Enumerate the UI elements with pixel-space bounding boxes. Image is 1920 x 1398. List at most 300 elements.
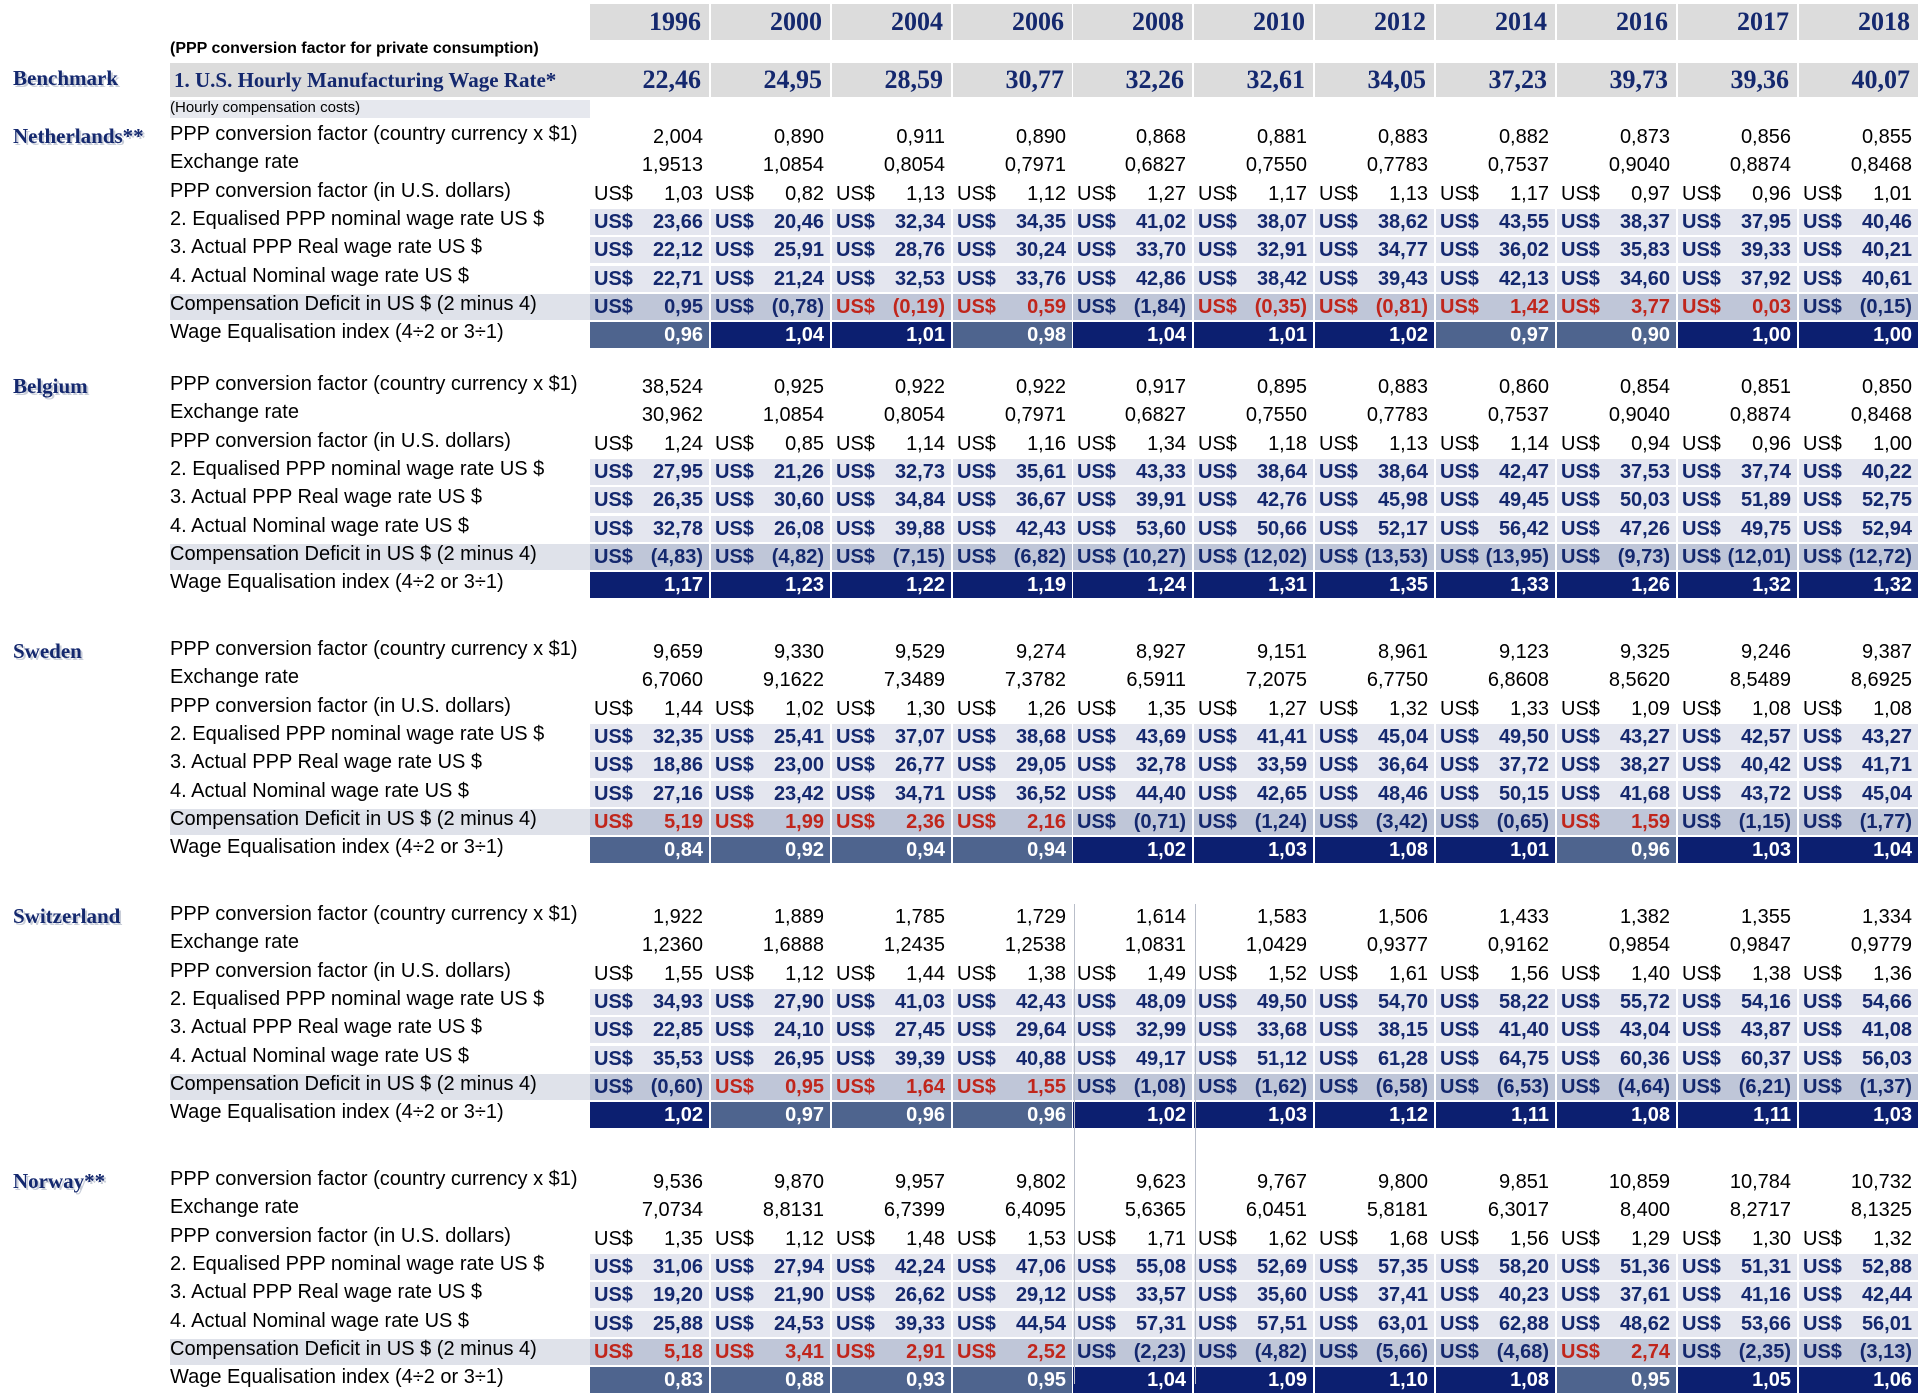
real-cell xyxy=(953,1017,1072,1043)
cell-value: 3,77 xyxy=(1631,295,1670,318)
currency-prefix: US$ xyxy=(1561,1312,1600,1335)
cell-value: 34,05 xyxy=(1367,65,1426,94)
cell-value: 1,23 xyxy=(785,574,824,597)
cell-value: 7,3489 xyxy=(883,669,945,692)
currency-prefix: US$ xyxy=(1198,295,1237,318)
nominal-cell xyxy=(1315,1046,1434,1072)
cell-value: 33,57 xyxy=(1135,1284,1186,1307)
benchmark-value xyxy=(1194,63,1313,97)
cell-value: 1,13 xyxy=(1389,432,1428,455)
nominal-cell xyxy=(590,1311,709,1337)
cell-value: 37,95 xyxy=(1740,210,1791,233)
cell-value: 49,17 xyxy=(1135,1047,1186,1070)
real-cell xyxy=(1799,237,1918,263)
row-label: 4. Actual Nominal wage rate US $ xyxy=(170,779,470,802)
currency-prefix: US$ xyxy=(1198,210,1237,233)
exchange-rate-cell xyxy=(1678,402,1797,428)
nominal-cell xyxy=(1557,516,1676,542)
equalised-cell xyxy=(832,459,951,485)
cell-value: 0,82 xyxy=(785,182,824,205)
equalised-cell xyxy=(1799,1254,1918,1280)
cell-value: 48,62 xyxy=(1619,1312,1670,1335)
index-cell xyxy=(1315,572,1434,598)
cell-value: (1,84) xyxy=(1133,295,1186,318)
cell-value: 9,123 xyxy=(1498,641,1549,663)
cell-value: 37,07 xyxy=(894,725,945,748)
row-label: 2. Equalised PPP nominal wage rate US $ xyxy=(170,457,545,480)
deficit-cell xyxy=(1315,1074,1434,1100)
currency-prefix: US$ xyxy=(836,1312,875,1335)
cell-value: 30,24 xyxy=(1015,239,1066,262)
cell-value: 61,28 xyxy=(1377,1047,1428,1070)
cell-value: 2,74 xyxy=(1631,1340,1670,1363)
cell-value: 8,2717 xyxy=(1729,1199,1791,1222)
cell-value: 1,19 xyxy=(1027,574,1066,597)
equalised-cell xyxy=(711,989,830,1015)
currency-prefix: US$ xyxy=(1198,517,1237,540)
cell-value: 0,9040 xyxy=(1608,404,1670,427)
currency-prefix: US$ xyxy=(594,1340,633,1363)
row-label: Compensation Deficit in US $ (2 minus 4) xyxy=(170,1074,590,1100)
currency-prefix: US$ xyxy=(715,517,754,540)
cell-value: 50,66 xyxy=(1256,517,1307,540)
currency-prefix: US$ xyxy=(836,754,875,777)
cell-value: 60,36 xyxy=(1619,1047,1670,1070)
currency-prefix: US$ xyxy=(957,1340,996,1363)
currency-prefix: US$ xyxy=(594,432,633,455)
cell-value: 1,59 xyxy=(1631,810,1670,833)
equalised-cell xyxy=(1073,724,1192,750)
cell-value: 0,8054 xyxy=(883,404,945,427)
currency-prefix: US$ xyxy=(1682,267,1721,290)
ppp-usd-cell xyxy=(1557,696,1676,722)
ppp-usd-cell xyxy=(1678,961,1797,987)
real-cell xyxy=(590,1017,709,1043)
equalised-cell xyxy=(953,724,1072,750)
currency-prefix: US$ xyxy=(715,1340,754,1363)
ppp-factor-cell xyxy=(1557,639,1676,665)
nominal-cell xyxy=(1557,1046,1676,1072)
currency-prefix: US$ xyxy=(1440,1284,1479,1307)
currency-prefix: US$ xyxy=(957,517,996,540)
cell-value: 22,46 xyxy=(642,65,701,94)
cell-value: 53,66 xyxy=(1740,1312,1791,1335)
exchange-rate-cell xyxy=(832,667,951,693)
cell-value: 1,785 xyxy=(894,906,945,928)
deficit-cell xyxy=(832,1339,951,1365)
deficit-cell xyxy=(953,1074,1072,1100)
ppp-usd-cell xyxy=(1194,961,1313,987)
currency-prefix: US$ xyxy=(1440,545,1479,568)
ppp-factor-cell xyxy=(832,1169,951,1195)
ppp-usd-cell xyxy=(1194,1226,1313,1252)
cell-value: 1,42 xyxy=(1510,295,1549,318)
index-cell xyxy=(1799,837,1918,863)
cell-value: 1,01 xyxy=(1510,839,1549,862)
currency-prefix: US$ xyxy=(1319,1312,1358,1335)
cell-value: 9,659 xyxy=(652,641,703,663)
equalised-cell xyxy=(953,209,1072,235)
currency-prefix: US$ xyxy=(1198,1227,1237,1250)
cell-value: 0,88 xyxy=(785,1369,824,1392)
ppp-factor-cell xyxy=(1799,374,1918,400)
deficit-cell xyxy=(1799,294,1918,320)
nominal-cell xyxy=(1557,781,1676,807)
currency-prefix: US$ xyxy=(957,697,996,720)
exchange-rate-cell xyxy=(832,932,951,958)
currency-prefix: US$ xyxy=(1682,782,1721,805)
cell-value: 34,35 xyxy=(1015,210,1066,233)
cell-value: 34,84 xyxy=(894,489,945,512)
exchange-rate-cell xyxy=(1436,152,1555,178)
index-cell xyxy=(953,837,1072,863)
exchange-rate-cell xyxy=(590,932,709,958)
country-name-netherlands: Netherlands** xyxy=(13,124,144,148)
ppp-factor-cell xyxy=(832,374,951,400)
cell-value: 44,40 xyxy=(1135,782,1186,805)
ppp-usd-cell xyxy=(711,696,830,722)
cell-value: 30,60 xyxy=(773,489,824,512)
ppp-usd-cell xyxy=(1557,431,1676,457)
real-cell xyxy=(1436,752,1555,778)
currency-prefix: US$ xyxy=(1077,962,1116,985)
cell-value: 35,60 xyxy=(1256,1284,1307,1307)
cell-value: 1,2360 xyxy=(641,934,703,957)
currency-prefix: US$ xyxy=(1319,182,1358,205)
exchange-rate-cell xyxy=(832,1197,951,1223)
cell-value: (10,27) xyxy=(1122,545,1186,568)
nominal-cell xyxy=(832,1311,951,1337)
cell-value: 1,11 xyxy=(1511,1104,1549,1127)
cell-value: 29,12 xyxy=(1015,1284,1066,1307)
currency-prefix: US$ xyxy=(1198,489,1237,512)
ppp-usd-cell xyxy=(1799,961,1918,987)
cell-value: 1,30 xyxy=(1752,1227,1791,1250)
cell-value: 1,71 xyxy=(1147,1227,1186,1250)
currency-prefix: US$ xyxy=(1561,810,1600,833)
index-cell xyxy=(590,322,709,348)
exchange-rate-cell xyxy=(1073,932,1192,958)
cell-value: 33,59 xyxy=(1256,754,1307,777)
currency-prefix: US$ xyxy=(1682,697,1721,720)
real-cell xyxy=(1678,1017,1797,1043)
cell-value: 53,60 xyxy=(1135,517,1186,540)
currency-prefix: US$ xyxy=(1682,1284,1721,1307)
index-cell xyxy=(1194,1102,1313,1128)
real-cell xyxy=(1315,237,1434,263)
cell-value: 38,42 xyxy=(1256,267,1307,290)
index-cell xyxy=(1557,1367,1676,1393)
cell-value: 0,8468 xyxy=(1850,154,1912,177)
deficit-cell xyxy=(1436,294,1555,320)
cell-value: 5,18 xyxy=(664,1340,703,1363)
ppp-usd-cell xyxy=(953,696,1072,722)
currency-prefix: US$ xyxy=(1319,295,1358,318)
ppp-usd-cell xyxy=(1799,181,1918,207)
currency-prefix: US$ xyxy=(957,267,996,290)
cell-value: 2,004 xyxy=(652,126,703,148)
year-header-2004: 2004 xyxy=(832,4,951,40)
row-label: Exchange rate xyxy=(170,666,299,689)
currency-prefix: US$ xyxy=(1077,1284,1116,1307)
real-cell xyxy=(1436,1017,1555,1043)
cell-value: 0,922 xyxy=(1015,376,1066,398)
nominal-cell xyxy=(832,1046,951,1072)
cell-value: 36,64 xyxy=(1377,754,1428,777)
ppp-factor-cell xyxy=(1557,1169,1676,1195)
real-cell xyxy=(1799,1282,1918,1308)
cell-value: 1,9513 xyxy=(641,154,703,177)
cell-value: 39,33 xyxy=(1740,239,1791,262)
currency-prefix: US$ xyxy=(1077,295,1116,318)
currency-prefix: US$ xyxy=(1077,1047,1116,1070)
deficit-cell xyxy=(1194,544,1313,570)
real-cell xyxy=(711,487,830,513)
row-label: 4. Actual Nominal wage rate US $ xyxy=(170,264,470,287)
real-cell xyxy=(711,237,830,263)
currency-prefix: US$ xyxy=(1440,810,1479,833)
benchmark-value xyxy=(590,63,709,97)
deficit-cell xyxy=(1799,1074,1918,1100)
exchange-rate-cell xyxy=(1073,152,1192,178)
real-cell xyxy=(832,1282,951,1308)
exchange-rate-cell xyxy=(590,667,709,693)
ppp-factor-cell xyxy=(832,904,951,930)
currency-prefix: US$ xyxy=(594,545,633,568)
ppp-usd-cell xyxy=(1436,961,1555,987)
exchange-rate-cell xyxy=(1799,1197,1918,1223)
row-label: 3. Actual PPP Real wage rate US $ xyxy=(170,486,483,509)
cell-value: 32,53 xyxy=(894,267,945,290)
cell-value: 5,6365 xyxy=(1124,1199,1186,1222)
currency-prefix: US$ xyxy=(715,1227,754,1250)
ppp-usd-cell xyxy=(1194,696,1313,722)
ppp-usd-cell xyxy=(1073,431,1192,457)
cell-value: 7,0734 xyxy=(641,1199,703,1222)
cell-value: 34,71 xyxy=(894,782,945,805)
currency-prefix: US$ xyxy=(715,489,754,512)
ppp-factor-cell xyxy=(1436,374,1555,400)
real-cell xyxy=(1194,1282,1313,1308)
currency-prefix: US$ xyxy=(1077,782,1116,805)
cell-value: 8,927 xyxy=(1135,641,1186,663)
cell-value: 40,23 xyxy=(1498,1284,1549,1307)
exchange-rate-cell xyxy=(711,152,830,178)
cell-value: 43,55 xyxy=(1498,210,1549,233)
index-cell xyxy=(1678,1102,1797,1128)
ppp-factor-cell xyxy=(711,374,830,400)
currency-prefix: US$ xyxy=(715,697,754,720)
nominal-cell xyxy=(953,781,1072,807)
cell-value: 0,7550 xyxy=(1245,154,1307,177)
deficit-cell xyxy=(590,544,709,570)
currency-prefix: US$ xyxy=(1682,517,1721,540)
equalised-cell xyxy=(590,1254,709,1280)
cell-value: 1,03 xyxy=(1752,839,1791,862)
index-cell xyxy=(590,572,709,598)
currency-prefix: US$ xyxy=(957,1227,996,1250)
cell-value: 1,11 xyxy=(1753,1104,1791,1127)
cell-value: 0,96 xyxy=(1631,839,1670,862)
cell-value: 9,957 xyxy=(894,1171,945,1193)
real-cell xyxy=(1436,1282,1555,1308)
cell-value: 37,92 xyxy=(1740,267,1791,290)
index-cell xyxy=(1436,322,1555,348)
cell-value: (2,35) xyxy=(1738,1340,1791,1363)
cell-value: 9,870 xyxy=(773,1171,824,1193)
cell-value: 1,56 xyxy=(1510,962,1549,985)
cell-value: 10,784 xyxy=(1729,1171,1791,1193)
cell-value: 1,10 xyxy=(1389,1369,1428,1392)
cell-value: 1,08 xyxy=(1389,839,1428,862)
currency-prefix: US$ xyxy=(1440,210,1479,233)
cell-value: 1,08 xyxy=(1510,1369,1549,1392)
ppp-usd-cell xyxy=(1799,431,1918,457)
real-cell xyxy=(953,487,1072,513)
cell-value: (1,24) xyxy=(1254,810,1307,833)
exchange-rate-cell xyxy=(1315,1197,1434,1223)
cell-value: (12,72) xyxy=(1848,545,1912,568)
benchmark-value xyxy=(953,63,1072,97)
cell-value: 1,2538 xyxy=(1004,934,1066,957)
nominal-cell xyxy=(711,781,830,807)
row-label: PPP conversion factor (in U.S. dollars) xyxy=(170,429,511,452)
deficit-cell xyxy=(1436,809,1555,835)
ppp-factor-cell xyxy=(1799,904,1918,930)
year-header-1996: 1996 xyxy=(590,4,709,40)
cell-value: 40,61 xyxy=(1861,267,1912,290)
nominal-cell xyxy=(1557,266,1676,292)
equalised-cell xyxy=(1678,459,1797,485)
row-label: PPP conversion factor (in U.S. dollars) xyxy=(170,179,511,202)
cell-value: 52,17 xyxy=(1377,517,1428,540)
cell-value: (2,23) xyxy=(1133,1340,1186,1363)
real-cell xyxy=(590,752,709,778)
currency-prefix: US$ xyxy=(1682,1312,1721,1335)
cell-value: 26,62 xyxy=(894,1284,945,1307)
currency-prefix: US$ xyxy=(836,990,875,1013)
cell-value: 1,04 xyxy=(785,324,824,347)
row-label: Compensation Deficit in US $ (2 minus 4) xyxy=(170,1339,590,1365)
cell-value: 50,15 xyxy=(1498,782,1549,805)
ppp-usd-cell xyxy=(832,431,951,457)
equalised-cell xyxy=(1678,209,1797,235)
ppp-factor-cell xyxy=(1799,639,1918,665)
cell-value: 1,01 xyxy=(1873,182,1912,205)
ppp-usd-cell xyxy=(953,431,1072,457)
ppp-usd-cell xyxy=(1073,696,1192,722)
cell-value: 9,623 xyxy=(1135,1171,1186,1193)
ppp-usd-cell xyxy=(1436,181,1555,207)
cell-value: 0,9162 xyxy=(1487,934,1549,957)
cell-value: 36,67 xyxy=(1015,489,1066,512)
cell-value: 1,30 xyxy=(906,697,945,720)
row-label: Exchange rate xyxy=(170,401,299,424)
cell-value: 0,95 xyxy=(664,295,703,318)
currency-prefix: US$ xyxy=(957,1047,996,1070)
cell-value: 0,96 xyxy=(664,324,703,347)
exchange-rate-cell xyxy=(1073,1197,1192,1223)
exchange-rate-cell xyxy=(953,932,1072,958)
deficit-cell xyxy=(1436,1339,1555,1365)
currency-prefix: US$ xyxy=(1803,990,1842,1013)
nominal-cell xyxy=(1436,1046,1555,1072)
cell-value: 50,03 xyxy=(1619,489,1670,512)
cell-value: 0,96 xyxy=(906,1104,945,1127)
index-cell xyxy=(1073,1102,1192,1128)
real-cell xyxy=(1557,1017,1676,1043)
nominal-cell xyxy=(1678,781,1797,807)
currency-prefix: US$ xyxy=(1803,517,1842,540)
ppp-factor-cell xyxy=(1557,904,1676,930)
index-cell xyxy=(953,1102,1072,1128)
ppp-factor-cell xyxy=(1436,124,1555,150)
currency-prefix: US$ xyxy=(1198,697,1237,720)
cell-value: (4,83) xyxy=(650,545,703,568)
row-label: PPP conversion factor (in U.S. dollars) xyxy=(170,959,511,982)
currency-prefix: US$ xyxy=(957,460,996,483)
cell-value: 39,36 xyxy=(1730,65,1789,94)
index-cell xyxy=(1557,1102,1676,1128)
nominal-cell xyxy=(1073,266,1192,292)
real-cell xyxy=(1073,487,1192,513)
equalised-cell xyxy=(590,989,709,1015)
deficit-cell xyxy=(1073,544,1192,570)
ppp-factor-cell xyxy=(590,639,709,665)
deficit-cell xyxy=(1315,1339,1434,1365)
deficit-cell xyxy=(711,544,830,570)
currency-prefix: US$ xyxy=(1077,489,1116,512)
cell-value: 38,07 xyxy=(1256,210,1307,233)
cell-value: 1,13 xyxy=(1389,182,1428,205)
nominal-cell xyxy=(1436,266,1555,292)
currency-prefix: US$ xyxy=(1319,239,1358,262)
cell-value: 1,14 xyxy=(1510,432,1549,455)
currency-prefix: US$ xyxy=(836,962,875,985)
currency-prefix: US$ xyxy=(1077,1312,1116,1335)
row-label: PPP conversion factor (country currency x $1) xyxy=(170,1168,578,1190)
nominal-cell xyxy=(1073,1311,1192,1337)
currency-prefix: US$ xyxy=(1198,782,1237,805)
cell-value: (6,21) xyxy=(1738,1075,1791,1098)
currency-prefix: US$ xyxy=(836,295,875,318)
cell-value: 1,00 xyxy=(1873,432,1912,455)
real-cell xyxy=(953,752,1072,778)
currency-prefix: US$ xyxy=(957,1312,996,1335)
index-cell xyxy=(832,1367,951,1393)
currency-prefix: US$ xyxy=(1198,1340,1237,1363)
currency-prefix: US$ xyxy=(836,1227,875,1250)
cell-value: 37,41 xyxy=(1377,1284,1428,1307)
ppp-factor-cell xyxy=(1557,374,1676,400)
cell-value: 6,4095 xyxy=(1004,1199,1066,1222)
benchmark-title: Benchmark xyxy=(13,66,118,90)
cell-value: (0,71) xyxy=(1133,810,1186,833)
currency-prefix: US$ xyxy=(1803,725,1842,748)
index-cell xyxy=(1073,572,1192,598)
ppp-usd-cell xyxy=(1315,181,1434,207)
cell-value: 35,83 xyxy=(1619,239,1670,262)
ppp-factor-cell xyxy=(953,374,1072,400)
currency-prefix: US$ xyxy=(1198,725,1237,748)
ppp-usd-cell xyxy=(1073,181,1192,207)
ppp-factor-cell xyxy=(711,1169,830,1195)
cell-value: 1,44 xyxy=(664,697,703,720)
cell-value: (3,42) xyxy=(1375,810,1428,833)
cell-value: 8,961 xyxy=(1377,641,1428,663)
row-label: PPP conversion factor (in U.S. dollars) xyxy=(170,1224,511,1247)
cell-value: 1,64 xyxy=(906,1075,945,1098)
